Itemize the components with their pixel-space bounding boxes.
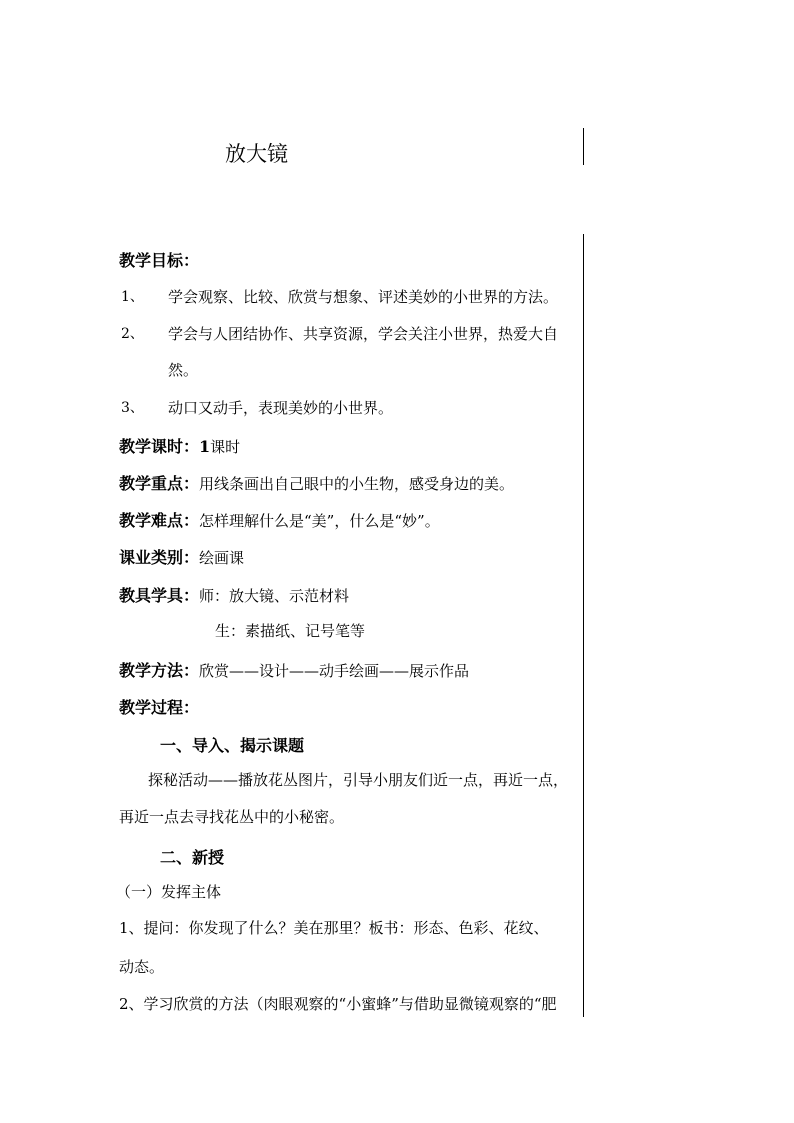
paragraph-line: 2、学习欣赏的方法（肉眼观察的“小蜜蜂”与借助显微镜观察的“肥 [119, 995, 557, 1013]
hours-row [119, 434, 240, 457]
tools-teacher: 师：放大镜、示范材料 [199, 587, 350, 605]
process-heading: 教学过程： [119, 698, 200, 717]
section-heading: 一、导入、揭示课题 [160, 736, 305, 755]
key-point-value: 用线条画出自己眼中的小生物，感受身边的美。 [199, 475, 515, 493]
method-row [119, 658, 469, 681]
method-value: 欣赏——设计——动手绘画——展示作品 [199, 662, 470, 680]
tools-student: 生：素描纸、记号笔等 [215, 622, 366, 640]
goal-text: 动口又动手，表现美妙的小世界。 [168, 399, 394, 417]
paragraph-line: 1、提问：你发现了什么？美在那里？板书：形态、色彩、花纹、 [119, 919, 549, 937]
paragraph-line: 再近一点去寻找花丛中的小秘密。 [119, 808, 345, 826]
margin-line-top [583, 128, 584, 165]
goal-number: 3、 [121, 400, 144, 416]
difficulty-value: 怎样理解什么是“美”，什么是“妙”。 [199, 512, 440, 530]
difficulty-row [119, 508, 440, 531]
goal-text: 学会观察、比较、欣赏与想象、评述美妙的小世界的方法。 [168, 288, 559, 306]
category-label: 课业类别： [119, 548, 200, 567]
hours-label: 教学课时： [119, 437, 200, 456]
key-point-row [119, 471, 514, 494]
goals-heading: 教学目标： [119, 251, 200, 270]
difficulty-label: 教学难点： [119, 511, 200, 530]
tools-row [119, 583, 349, 606]
category-row [119, 545, 244, 568]
hours-value: 1 [199, 437, 211, 456]
margin-line-main [583, 234, 584, 1017]
hours-unit: 课时 [210, 438, 241, 456]
method-label: 教学方法： [119, 661, 200, 680]
goal-number: 2、 [121, 326, 144, 342]
goal-text: 学会与人团结协作、共享资源，学会关注小世界，热爱大自 [168, 325, 559, 343]
page-title: 放大镜 [225, 142, 288, 166]
paragraph-line: 动态。 [119, 958, 165, 976]
subsection-heading: （一）发挥主体 [116, 883, 222, 901]
section-heading: 二、新授 [160, 848, 225, 867]
key-point-label: 教学重点： [119, 474, 200, 493]
goal-text-continuation: 然。 [168, 361, 199, 379]
paragraph-line: 探秘活动——播放花丛图片，引导小朋友们近一点，再近一点， [148, 771, 569, 789]
category-value: 绘画课 [199, 549, 245, 567]
tools-label: 教具学具： [119, 586, 200, 605]
goal-number: 1、 [121, 289, 144, 305]
